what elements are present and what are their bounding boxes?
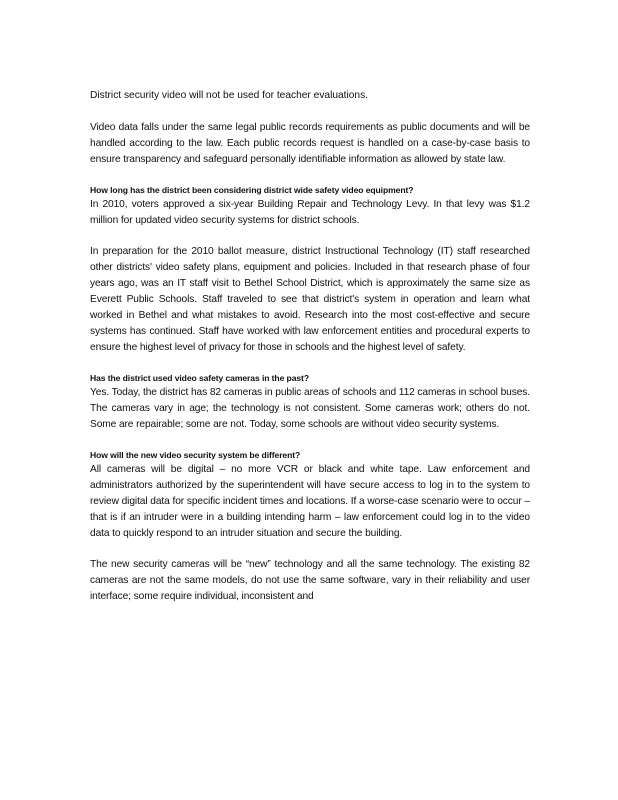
faq-item-history (90, 183, 530, 229)
faq-answer: Yes. Today, the district has 82 cameras in public areas of schools and 112 cameras in school buses. The cameras vary in age; the technology is not consistent. Some cameras work; others do not. Some are repairable; some are not. Today, some schools are without video security systems. (90, 387, 530, 430)
new-cameras-paragraph: The new security cameras will be “new” technology and all the same technology. The existing 82 cameras are not the same models, do not use the same software, vary in their reliability and user interface; some require individual, inconsistent and (90, 559, 530, 602)
faq-question: How will the new video security system be different? (90, 450, 301, 460)
faq-answer: In 2010, voters approved a six-year Building Repair and Technology Levy. In that levy was $1.2 million for updated video security systems for district schools. (90, 199, 530, 226)
faq-item-new-system (90, 448, 530, 542)
faq-question: Has the district used video safety cameras in the past? (90, 373, 309, 383)
faq-question: How long has the district been considering district wide safety video equipment? (90, 185, 414, 195)
faq-item-past-use (90, 371, 530, 433)
faq-answer: All cameras will be digital – no more VCR or black and white tape. Law enforcement and administrators authorized by the superintendent will have secure access to log in to the system to review digital data for specific incident times and locations. If a worse-case scenario were to occur – that is if an intruder were in a building intending harm – law enforcement could log in to the video data to quickly respond to an intruder situation and secure the building. (90, 464, 530, 539)
document-page (90, 88, 530, 620)
public-records-paragraph: Video data falls under the same legal public records requirements as public documents and will be handled according to the law. Each public records request is handled on a case-by-case basis to ensure transparency and safeguard personally identifiable information as allowed by state law. (90, 122, 530, 165)
preparation-paragraph: In preparation for the 2010 ballot measure, district Instructional Technology (IT) staff researched other districts' video safety plans, equipment and policies. Included in that research phase of four years ago, was an IT staff visit to Bethel School District, which is approximately the same size as Everett Public Schools. Staff traveled to see that district's system in operation and learn what worked in Bethel and what mistakes to avoid. Research into the most cost-effective and secure systems has continued. Staff have worked with law enforcement entities and procedural experts to ensure the highest level of privacy for those in schools and the highest level of safety. (90, 246, 530, 353)
intro-statement: District security video will not be used for teacher evaluations. (90, 90, 369, 101)
